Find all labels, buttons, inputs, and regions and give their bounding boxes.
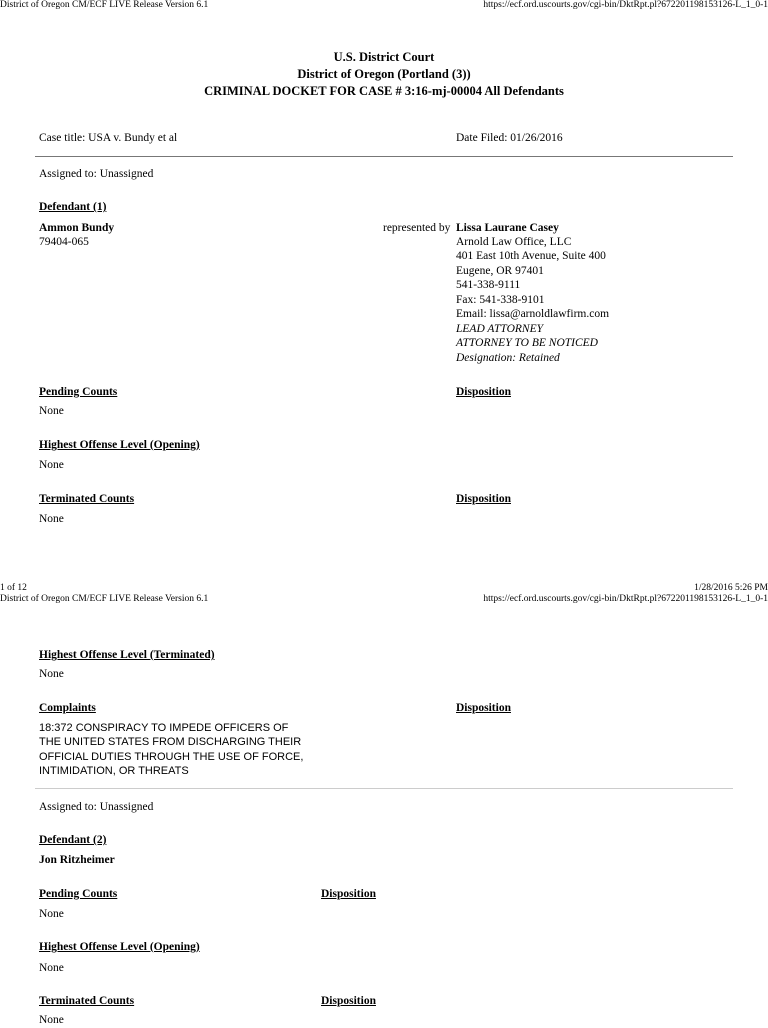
attorney-email: Email: lissa@arnoldlawfirm.com [456, 308, 610, 320]
page-2-header-left: District of Oregon CM/ECF LIVE Release Version 6.1 [0, 594, 209, 604]
defendant-2-pending-value: None [39, 908, 64, 920]
court-name: U.S. District Court [333, 50, 435, 64]
pending-counts-heading: Pending Counts [39, 386, 118, 398]
defendant-2-terminated-value: None [39, 1014, 64, 1026]
complaints-heading: Complaints [39, 702, 96, 714]
page-header-url: https://ecf.ord.uscourts.gov/cgi-bin/DktRpt.pl?672201198153126-L_1_0-1 [483, 0, 768, 10]
attorney-notice: ATTORNEY TO BE NOTICED [456, 337, 598, 349]
district-name: District of Oregon (Portland (3)) [297, 67, 471, 81]
assigned-to: Assigned to: Unassigned [39, 168, 154, 180]
pending-disposition-heading: Disposition [456, 386, 511, 398]
assigned-to-2: Assigned to: Unassigned [39, 801, 154, 813]
complaint-line-4: INTIMIDATION, OR THREATS [39, 765, 189, 777]
complaint-line-2: THE UNITED STATES FROM DISCHARGING THEIR [39, 736, 302, 748]
defendant-2-terminated-heading: Terminated Counts [39, 995, 135, 1007]
terminated-counts-value: None [39, 513, 64, 525]
attorney-fax: Fax: 541-338-9101 [456, 294, 545, 306]
terminated-disposition-heading: Disposition [456, 493, 511, 505]
page-header-left: District of Oregon CM/ECF LIVE Release Version 6.1 [0, 0, 209, 10]
page-footer-timestamp: 1/28/2016 5:26 PM [694, 583, 768, 593]
represented-by-label: represented by [383, 222, 451, 234]
defendant-1-heading: Defendant (1) [39, 201, 107, 213]
date-filed: Date Filed: 01/26/2016 [456, 132, 563, 144]
page-footer-left: 1 of 12 [0, 583, 27, 593]
attorney-designation: Designation: Retained [456, 352, 560, 364]
defendant-2-terminated-disposition: Disposition [321, 995, 376, 1007]
complaint-line-3: OFFICIAL DUTIES THROUGH THE USE OF FORCE, [39, 751, 304, 763]
case-divider [35, 156, 733, 157]
terminated-counts-heading: Terminated Counts [39, 493, 135, 505]
attorney-address-2: Eugene, OR 97401 [456, 265, 544, 277]
attorney-lead: LEAD ATTORNEY [456, 323, 544, 335]
highest-opening-heading: Highest Offense Level (Opening) [39, 439, 200, 451]
case-title: Case title: USA v. Bundy et al [39, 132, 178, 144]
complaints-disposition-heading: Disposition [456, 702, 511, 714]
docket-title: CRIMINAL DOCKET FOR CASE # 3:16-mj-00004 All Defendants [204, 84, 564, 98]
pending-counts-value: None [39, 405, 64, 417]
defendant-2-pending-disposition: Disposition [321, 888, 376, 900]
highest-terminated-heading: Highest Offense Level (Terminated) [39, 649, 215, 661]
attorney-name: Lissa Laurane Casey [456, 222, 559, 234]
highest-opening-value: None [39, 459, 64, 471]
defendant-2-heading: Defendant (2) [39, 834, 107, 846]
defendant-2-highest-opening-value: None [39, 962, 64, 974]
defendant-1-name: Ammon Bundy [39, 222, 115, 234]
defendant-2-pending-heading: Pending Counts [39, 888, 118, 900]
defendant-1-number: 79404-065 [39, 236, 89, 248]
page-2-header-url: https://ecf.ord.uscourts.gov/cgi-bin/DktRpt.pl?672201198153126-L_1_0-1 [483, 594, 768, 604]
defendant-divider [35, 788, 733, 789]
complaint-line-1: 18:372 CONSPIRACY TO IMPEDE OFFICERS OF [39, 722, 289, 734]
attorney-phone: 541-338-9111 [456, 279, 521, 291]
defendant-2-highest-opening-heading: Highest Offense Level (Opening) [39, 941, 200, 953]
attorney-firm: Arnold Law Office, LLC [456, 236, 572, 248]
attorney-address-1: 401 East 10th Avenue, Suite 400 [456, 250, 606, 262]
defendant-2-name: Jon Ritzheimer [39, 854, 115, 866]
highest-terminated-value: None [39, 668, 64, 680]
